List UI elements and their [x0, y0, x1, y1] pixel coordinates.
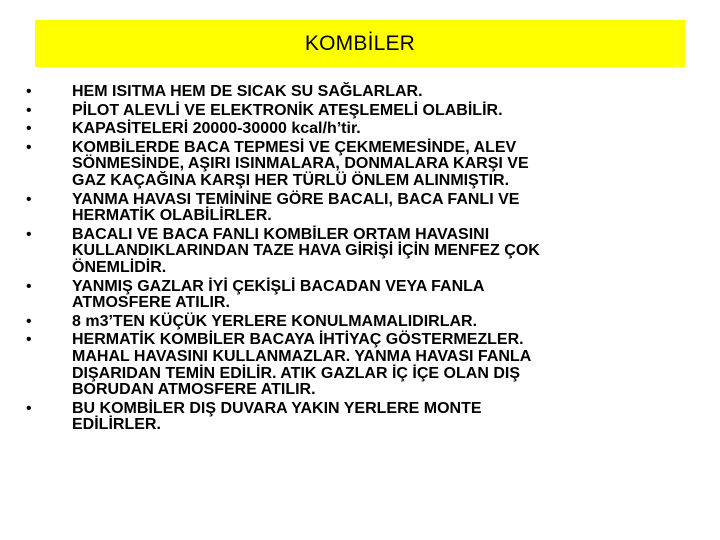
- list-item-text: PİLOT ALEVLİ VE ELEKTRONİK ATEŞLEMELİ OLABİLİR.: [72, 101, 503, 119]
- list-item-text: KAPASİTELERİ 20000-30000 kcal/h’tir.: [72, 120, 361, 138]
- list-item-text: HEM ISITMA HEM DE SICAK SU SAĞLARLAR.: [72, 83, 423, 100]
- bullet-mark: •: [26, 277, 32, 295]
- list-item-text: BACALI VE BACA FANLI KOMBİLER ORTAM HAVASINI KULLANDIKLARINDAN TAZE HAVA GİRİŞİ İÇİN MENFEZ ÇOK ÖNEMLİDİR.: [72, 225, 540, 276]
- bullet-mark: •: [26, 83, 32, 100]
- list-item: [26, 84, 696, 101]
- slide-title: KOMBİLER: [304, 31, 416, 55]
- list-item-text: HERMATİK KOMBİLER BACAYA İHTİYAÇ GÖSTERMEZLER. MAHAL HAVASINI KULLANMAZLAR. YANMA HAVASI FANLA DIŞARIDAN TEMİN EDİLİR. ATIK GAZLAR İÇ İÇE OLAN DIŞ BORUDAN ATMOSFERE ATILIR.: [72, 331, 532, 399]
- bullet-mark: •: [26, 399, 32, 417]
- title-banner: [35, 20, 685, 67]
- bullet-mark: •: [26, 331, 32, 349]
- list-item: [26, 314, 696, 331]
- bullet-list: [26, 84, 696, 436]
- bullet-mark: •: [26, 190, 32, 208]
- list-item-text: YANMIŞ GAZLAR İYİ ÇEKİŞLİ BACADAN VEYA FANLA ATMOSFERE ATILIR.: [72, 277, 485, 312]
- list-item: [26, 279, 696, 312]
- list-item: [26, 401, 696, 434]
- bullet-mark: •: [26, 138, 32, 156]
- list-item: [26, 121, 696, 138]
- list-item: [26, 227, 696, 277]
- list-item: [26, 103, 696, 120]
- list-item-text: 8 m3’TEN KÜÇÜK YERLERE KONULMAMALIDIRLAR.: [72, 312, 478, 330]
- list-item-text: KOMBİLERDE BACA TEPMESİ VE ÇEKMEMESİNDE, ALEV SÖNMESİNDE, AŞIRI ISINMALARA, DONMALARA KARŞI VE GAZ KAÇAĞINA KARŞI HER TÜRLÜ ÖNLEM ALINMIŞTIR.: [72, 138, 529, 189]
- list-item-text: YANMA HAVASI TEMİNİNE GÖRE BACALI, BACA FANLI VE HERMATİK OLABİLİRLER.: [72, 190, 520, 225]
- bullet-mark: •: [26, 120, 32, 138]
- list-item: [26, 140, 696, 190]
- bullet-mark: •: [26, 225, 32, 243]
- list-item: [26, 192, 696, 225]
- bullet-mark: •: [26, 312, 32, 330]
- list-item: [26, 332, 696, 398]
- list-item-text: BU KOMBİLER DIŞ DUVARA YAKIN YERLERE MONTE EDİLİRLER.: [72, 399, 482, 434]
- bullet-mark: •: [26, 101, 32, 119]
